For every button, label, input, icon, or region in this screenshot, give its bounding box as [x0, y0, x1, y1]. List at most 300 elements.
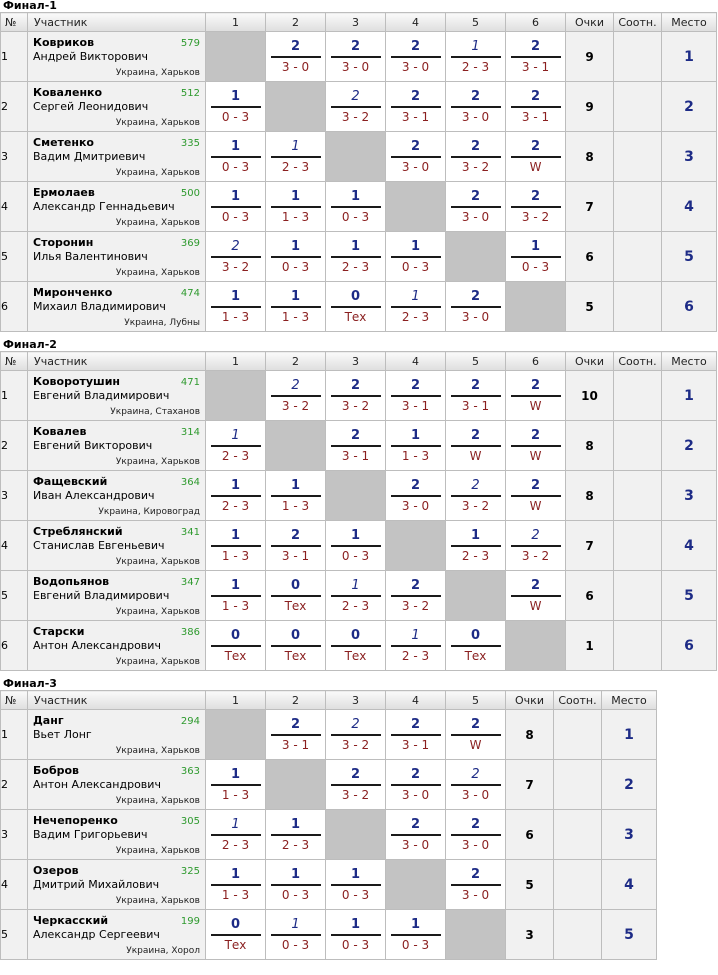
match-score: 2 — [470, 717, 481, 732]
player-number: 1 — [1, 32, 28, 82]
match-cell[interactable] — [446, 132, 506, 182]
match-cell[interactable] — [446, 810, 506, 860]
match-cell[interactable] — [206, 521, 266, 571]
score-divider — [211, 445, 261, 447]
header-opponent-col: 2 — [266, 352, 326, 371]
player-surname[interactable]: Коворотушин — [33, 375, 121, 388]
match-detail: 1 - 3 — [221, 310, 250, 324]
participant-cell[interactable] — [28, 910, 206, 960]
header-no: № — [1, 352, 28, 371]
match-cell[interactable] — [206, 182, 266, 232]
match-cell[interactable] — [266, 182, 326, 232]
participant-cell[interactable] — [28, 232, 206, 282]
match-score: 1 — [410, 239, 421, 254]
player-surname[interactable]: Бобров — [33, 764, 80, 777]
score-divider — [451, 306, 501, 308]
player-rating: 341 — [180, 527, 200, 538]
match-detail: 3 - 0 — [401, 60, 430, 74]
player-surname[interactable]: Миронченко — [33, 286, 113, 299]
place-cell: 6 — [662, 621, 717, 671]
player-rating: 386 — [180, 627, 200, 638]
participant-cell[interactable] — [28, 421, 206, 471]
player-city: Украина, Кировоград — [98, 507, 200, 517]
match-score: 2 — [530, 578, 541, 593]
table-row — [1, 860, 657, 910]
match-detail: 3 - 2 — [401, 599, 430, 613]
player-number: 4 — [1, 182, 28, 232]
ratio-cell — [614, 182, 662, 232]
match-detail: Тех — [224, 938, 247, 952]
match-cell[interactable] — [386, 710, 446, 760]
player-surname[interactable]: Ермолаев — [33, 186, 95, 199]
points-cell: 10 — [566, 371, 614, 421]
match-score: 2 — [471, 767, 480, 782]
match-cell[interactable] — [446, 621, 506, 671]
place-cell: 1 — [602, 710, 657, 760]
self-match-cell — [206, 371, 266, 421]
match-cell[interactable] — [326, 521, 386, 571]
participant-cell[interactable] — [28, 571, 206, 621]
match-detail: 1 - 3 — [401, 449, 430, 463]
match-score: 1 — [230, 189, 241, 204]
player-surname[interactable]: Стреблянский — [33, 525, 123, 538]
match-cell[interactable] — [206, 132, 266, 182]
ratio-cell — [614, 232, 662, 282]
match-cell[interactable] — [206, 471, 266, 521]
score-divider — [511, 56, 561, 58]
score-divider — [391, 495, 441, 497]
score-divider — [211, 595, 261, 597]
player-city: Украина, Харьков — [115, 457, 200, 467]
match-score: 2 — [351, 717, 360, 732]
player-rating: 369 — [180, 238, 200, 249]
match-score: 1 — [230, 867, 241, 882]
place-cell: 5 — [662, 232, 717, 282]
match-detail: Тех — [344, 310, 367, 324]
match-detail: 3 - 2 — [341, 738, 370, 752]
place-cell: 4 — [662, 182, 717, 232]
points-cell: 6 — [566, 571, 614, 621]
match-cell[interactable] — [506, 232, 566, 282]
match-score: 1 — [350, 528, 361, 543]
match-detail: W — [529, 160, 542, 174]
match-score: 2 — [470, 89, 481, 104]
match-cell[interactable] — [386, 760, 446, 810]
match-cell[interactable] — [386, 282, 446, 332]
points-cell: 9 — [566, 32, 614, 82]
match-cell[interactable] — [266, 371, 326, 421]
score-divider — [511, 445, 561, 447]
participant-cell[interactable] — [28, 182, 206, 232]
score-divider — [511, 395, 561, 397]
match-score: 2 — [471, 478, 480, 493]
match-cell[interactable] — [326, 371, 386, 421]
match-score: 1 — [290, 478, 301, 493]
self-match-cell — [326, 471, 386, 521]
points-cell: 7 — [506, 760, 554, 810]
group-final-3 — [0, 678, 718, 960]
player-rating: 199 — [180, 916, 200, 927]
player-number: 4 — [1, 860, 28, 910]
match-cell[interactable] — [386, 421, 446, 471]
match-cell[interactable] — [506, 32, 566, 82]
match-score: 1 — [231, 817, 240, 832]
match-score: 2 — [290, 717, 301, 732]
header-opponent-col: 6 — [506, 352, 566, 371]
match-cell[interactable] — [386, 132, 446, 182]
match-cell[interactable] — [326, 710, 386, 760]
score-divider — [391, 106, 441, 108]
match-score: 0 — [290, 628, 301, 643]
match-cell[interactable] — [506, 132, 566, 182]
participant-cell[interactable] — [28, 760, 206, 810]
participant-cell[interactable] — [28, 471, 206, 521]
score-divider — [331, 645, 381, 647]
match-cell[interactable] — [326, 910, 386, 960]
header-opponent-col: 5 — [446, 691, 506, 710]
ratio-cell — [614, 621, 662, 671]
match-cell[interactable] — [326, 182, 386, 232]
score-divider — [211, 256, 261, 258]
match-cell[interactable] — [326, 32, 386, 82]
score-divider — [331, 206, 381, 208]
match-detail: 3 - 0 — [461, 888, 490, 902]
match-cell[interactable] — [506, 421, 566, 471]
match-score: 1 — [410, 428, 421, 443]
player-city: Украина, Харьков — [115, 218, 200, 228]
score-divider — [211, 495, 261, 497]
player-surname[interactable]: Черкасский — [33, 914, 109, 927]
points-cell: 5 — [566, 282, 614, 332]
participant-cell[interactable] — [28, 710, 206, 760]
match-detail: W — [529, 599, 542, 613]
match-cell[interactable] — [386, 621, 446, 671]
header-points: Очки — [566, 13, 614, 32]
match-cell[interactable] — [506, 82, 566, 132]
match-score: 1 — [230, 528, 241, 543]
table-row — [1, 521, 717, 571]
match-detail: 3 - 1 — [341, 449, 370, 463]
player-surname[interactable]: Ковалев — [33, 425, 87, 438]
match-cell[interactable] — [386, 371, 446, 421]
match-cell[interactable] — [446, 471, 506, 521]
ratio-cell — [614, 471, 662, 521]
score-divider — [331, 445, 381, 447]
match-detail: 3 - 2 — [341, 399, 370, 413]
table-row — [1, 232, 717, 282]
match-cell[interactable] — [266, 710, 326, 760]
player-rating: 363 — [180, 766, 200, 777]
player-surname[interactable]: Старски — [33, 625, 85, 638]
score-divider — [391, 156, 441, 158]
match-detail: 1 - 3 — [281, 310, 310, 324]
match-cell[interactable] — [506, 371, 566, 421]
match-cell[interactable] — [266, 810, 326, 860]
player-number: 5 — [1, 910, 28, 960]
match-detail: 3 - 1 — [521, 60, 550, 74]
match-score: 1 — [350, 917, 361, 932]
match-detail: 3 - 2 — [341, 788, 370, 802]
match-detail: 0 - 3 — [401, 938, 430, 952]
match-cell[interactable] — [266, 860, 326, 910]
score-divider — [271, 395, 321, 397]
place-cell: 3 — [602, 810, 657, 860]
results-table — [0, 351, 717, 671]
match-score: 1 — [290, 867, 301, 882]
player-surname[interactable]: Нечепоренко — [33, 814, 118, 827]
participant-cell[interactable] — [28, 521, 206, 571]
match-cell[interactable] — [206, 810, 266, 860]
score-divider — [331, 784, 381, 786]
match-cell[interactable] — [266, 232, 326, 282]
header-points: Очки — [506, 691, 554, 710]
match-detail: 3 - 1 — [281, 738, 310, 752]
match-detail: Тех — [284, 649, 307, 663]
player-city: Украина, Лубны — [124, 318, 200, 328]
match-cell[interactable] — [266, 32, 326, 82]
header-ratio: Соотн. — [554, 691, 602, 710]
place-cell: 2 — [602, 760, 657, 810]
match-detail: 2 - 3 — [281, 160, 310, 174]
match-score: 1 — [230, 89, 241, 104]
match-score: 2 — [410, 39, 421, 54]
match-cell[interactable] — [206, 910, 266, 960]
match-cell[interactable] — [326, 571, 386, 621]
match-detail: W — [469, 449, 482, 463]
player-first-name: Станислав Евгеньевич — [33, 539, 165, 552]
player-surname[interactable]: Данг — [33, 714, 64, 727]
match-cell[interactable] — [446, 860, 506, 910]
match-detail: W — [529, 499, 542, 513]
match-cell[interactable] — [326, 282, 386, 332]
match-cell[interactable] — [386, 910, 446, 960]
score-divider — [211, 106, 261, 108]
match-cell[interactable] — [326, 760, 386, 810]
header-ratio: Соотн. — [614, 352, 662, 371]
match-cell[interactable] — [446, 32, 506, 82]
match-cell[interactable] — [266, 571, 326, 621]
match-cell[interactable] — [386, 810, 446, 860]
header-opponent-col: 5 — [446, 13, 506, 32]
player-city: Украина, Харьков — [115, 268, 200, 278]
match-cell[interactable] — [206, 571, 266, 621]
score-divider — [391, 56, 441, 58]
score-divider — [271, 595, 321, 597]
place-cell: 1 — [662, 371, 717, 421]
match-score: 1 — [290, 189, 301, 204]
player-first-name: Сергей Леонидович — [33, 100, 149, 113]
score-divider — [271, 734, 321, 736]
header-opponent-col: 2 — [266, 691, 326, 710]
match-score: 1 — [230, 139, 241, 154]
score-divider — [331, 106, 381, 108]
match-cell[interactable] — [266, 621, 326, 671]
match-score: 1 — [410, 917, 421, 932]
match-score: 2 — [470, 867, 481, 882]
header-opponent-col: 4 — [386, 13, 446, 32]
score-divider — [331, 256, 381, 258]
match-cell[interactable] — [446, 182, 506, 232]
match-cell[interactable] — [506, 571, 566, 621]
player-number: 5 — [1, 232, 28, 282]
points-cell: 7 — [566, 182, 614, 232]
participant-cell[interactable] — [28, 32, 206, 82]
match-cell[interactable] — [386, 82, 446, 132]
player-surname[interactable]: Сметенко — [33, 136, 94, 149]
match-detail: 3 - 0 — [461, 210, 490, 224]
place-cell: 5 — [662, 571, 717, 621]
score-divider — [451, 545, 501, 547]
match-score: 1 — [290, 817, 301, 832]
header-opponent-col: 4 — [386, 691, 446, 710]
match-cell[interactable] — [266, 471, 326, 521]
match-detail: 2 - 3 — [221, 499, 250, 513]
header-opponent-col: 3 — [326, 13, 386, 32]
match-cell[interactable] — [326, 860, 386, 910]
match-cell[interactable] — [206, 82, 266, 132]
player-number: 5 — [1, 571, 28, 621]
match-cell[interactable] — [446, 710, 506, 760]
score-divider — [511, 545, 561, 547]
score-divider — [271, 256, 321, 258]
ratio-cell — [614, 521, 662, 571]
match-cell[interactable] — [446, 521, 506, 571]
match-detail: 0 - 3 — [281, 938, 310, 952]
points-cell: 6 — [506, 810, 554, 860]
match-detail: Тех — [464, 649, 487, 663]
match-cell[interactable] — [266, 910, 326, 960]
match-score: 2 — [470, 817, 481, 832]
match-cell[interactable] — [206, 860, 266, 910]
match-detail: 3 - 1 — [401, 738, 430, 752]
match-cell[interactable] — [386, 471, 446, 521]
match-cell[interactable] — [326, 82, 386, 132]
match-score: 2 — [351, 89, 360, 104]
header-participant: Участник — [28, 352, 206, 371]
score-divider — [391, 395, 441, 397]
match-cell[interactable] — [266, 132, 326, 182]
table-row — [1, 82, 717, 132]
match-detail: W — [469, 738, 482, 752]
group-title: Финал-3 — [3, 677, 57, 690]
match-cell[interactable] — [326, 421, 386, 471]
table-row — [1, 910, 657, 960]
match-detail: 0 - 3 — [221, 210, 250, 224]
header-ratio: Соотн. — [614, 13, 662, 32]
group-title: Финал-1 — [3, 0, 57, 12]
match-score: 2 — [410, 578, 421, 593]
participant-cell[interactable] — [28, 82, 206, 132]
match-score: 2 — [530, 478, 541, 493]
match-detail: 3 - 2 — [221, 260, 250, 274]
header-opponent-col: 1 — [206, 691, 266, 710]
match-cell[interactable] — [206, 232, 266, 282]
player-rating: 512 — [180, 88, 200, 99]
match-cell[interactable] — [326, 621, 386, 671]
match-cell[interactable] — [206, 760, 266, 810]
match-cell[interactable] — [446, 760, 506, 810]
points-cell: 8 — [566, 471, 614, 521]
participant-cell[interactable] — [28, 371, 206, 421]
player-surname[interactable]: Фащевский — [33, 475, 108, 488]
player-city: Украина, Стаханов — [110, 407, 200, 417]
score-divider — [511, 106, 561, 108]
match-cell[interactable] — [206, 421, 266, 471]
match-cell[interactable] — [506, 182, 566, 232]
participant-cell[interactable] — [28, 810, 206, 860]
header-opponent-col: 2 — [266, 13, 326, 32]
match-cell[interactable] — [506, 521, 566, 571]
match-detail: 0 - 3 — [341, 549, 370, 563]
match-score: 1 — [230, 478, 241, 493]
match-cell[interactable] — [386, 571, 446, 621]
match-score: 1 — [411, 289, 420, 304]
player-surname[interactable]: Водопьянов — [33, 575, 110, 588]
score-divider — [391, 306, 441, 308]
player-first-name: Илья Валентинович — [33, 250, 148, 263]
match-detail: 1 - 3 — [281, 499, 310, 513]
participant-cell[interactable] — [28, 132, 206, 182]
match-score: 2 — [290, 39, 301, 54]
player-first-name: Вадим Григорьевич — [33, 828, 148, 841]
match-cell[interactable] — [446, 371, 506, 421]
points-cell: 8 — [566, 132, 614, 182]
player-first-name: Евгений Викторович — [33, 439, 153, 452]
match-cell[interactable] — [506, 471, 566, 521]
participant-cell[interactable] — [28, 621, 206, 671]
match-cell[interactable] — [446, 282, 506, 332]
match-cell[interactable] — [206, 282, 266, 332]
self-match-cell — [206, 710, 266, 760]
score-divider — [511, 156, 561, 158]
participant-cell[interactable] — [28, 860, 206, 910]
match-score: 1 — [350, 239, 361, 254]
match-score: 1 — [231, 428, 240, 443]
match-cell[interactable] — [446, 421, 506, 471]
match-detail: 0 - 3 — [521, 260, 550, 274]
match-detail: 3 - 0 — [461, 788, 490, 802]
match-cell[interactable] — [266, 521, 326, 571]
participant-cell[interactable] — [28, 282, 206, 332]
player-first-name: Дмитрий Михайлович — [33, 878, 160, 891]
match-score: 1 — [291, 917, 300, 932]
player-number: 2 — [1, 421, 28, 471]
score-divider — [271, 834, 321, 836]
player-surname[interactable]: Коваленко — [33, 86, 103, 99]
match-cell[interactable] — [446, 82, 506, 132]
match-score: 1 — [411, 628, 420, 643]
ratio-cell — [614, 132, 662, 182]
match-cell[interactable] — [206, 621, 266, 671]
match-cell[interactable] — [326, 232, 386, 282]
score-divider — [211, 645, 261, 647]
player-surname[interactable]: Ковриков — [33, 36, 95, 49]
ratio-cell — [554, 810, 602, 860]
score-divider — [451, 734, 501, 736]
match-score: 2 — [350, 39, 361, 54]
player-surname[interactable]: Озеров — [33, 864, 79, 877]
match-cell[interactable] — [386, 232, 446, 282]
match-cell[interactable] — [386, 32, 446, 82]
player-number: 3 — [1, 132, 28, 182]
table-row — [1, 471, 717, 521]
player-first-name: Вадим Дмитриевич — [33, 150, 146, 163]
player-surname[interactable]: Сторонин — [33, 236, 94, 249]
score-divider — [391, 256, 441, 258]
match-cell[interactable] — [266, 282, 326, 332]
points-cell: 7 — [566, 521, 614, 571]
match-score: 0 — [230, 628, 241, 643]
